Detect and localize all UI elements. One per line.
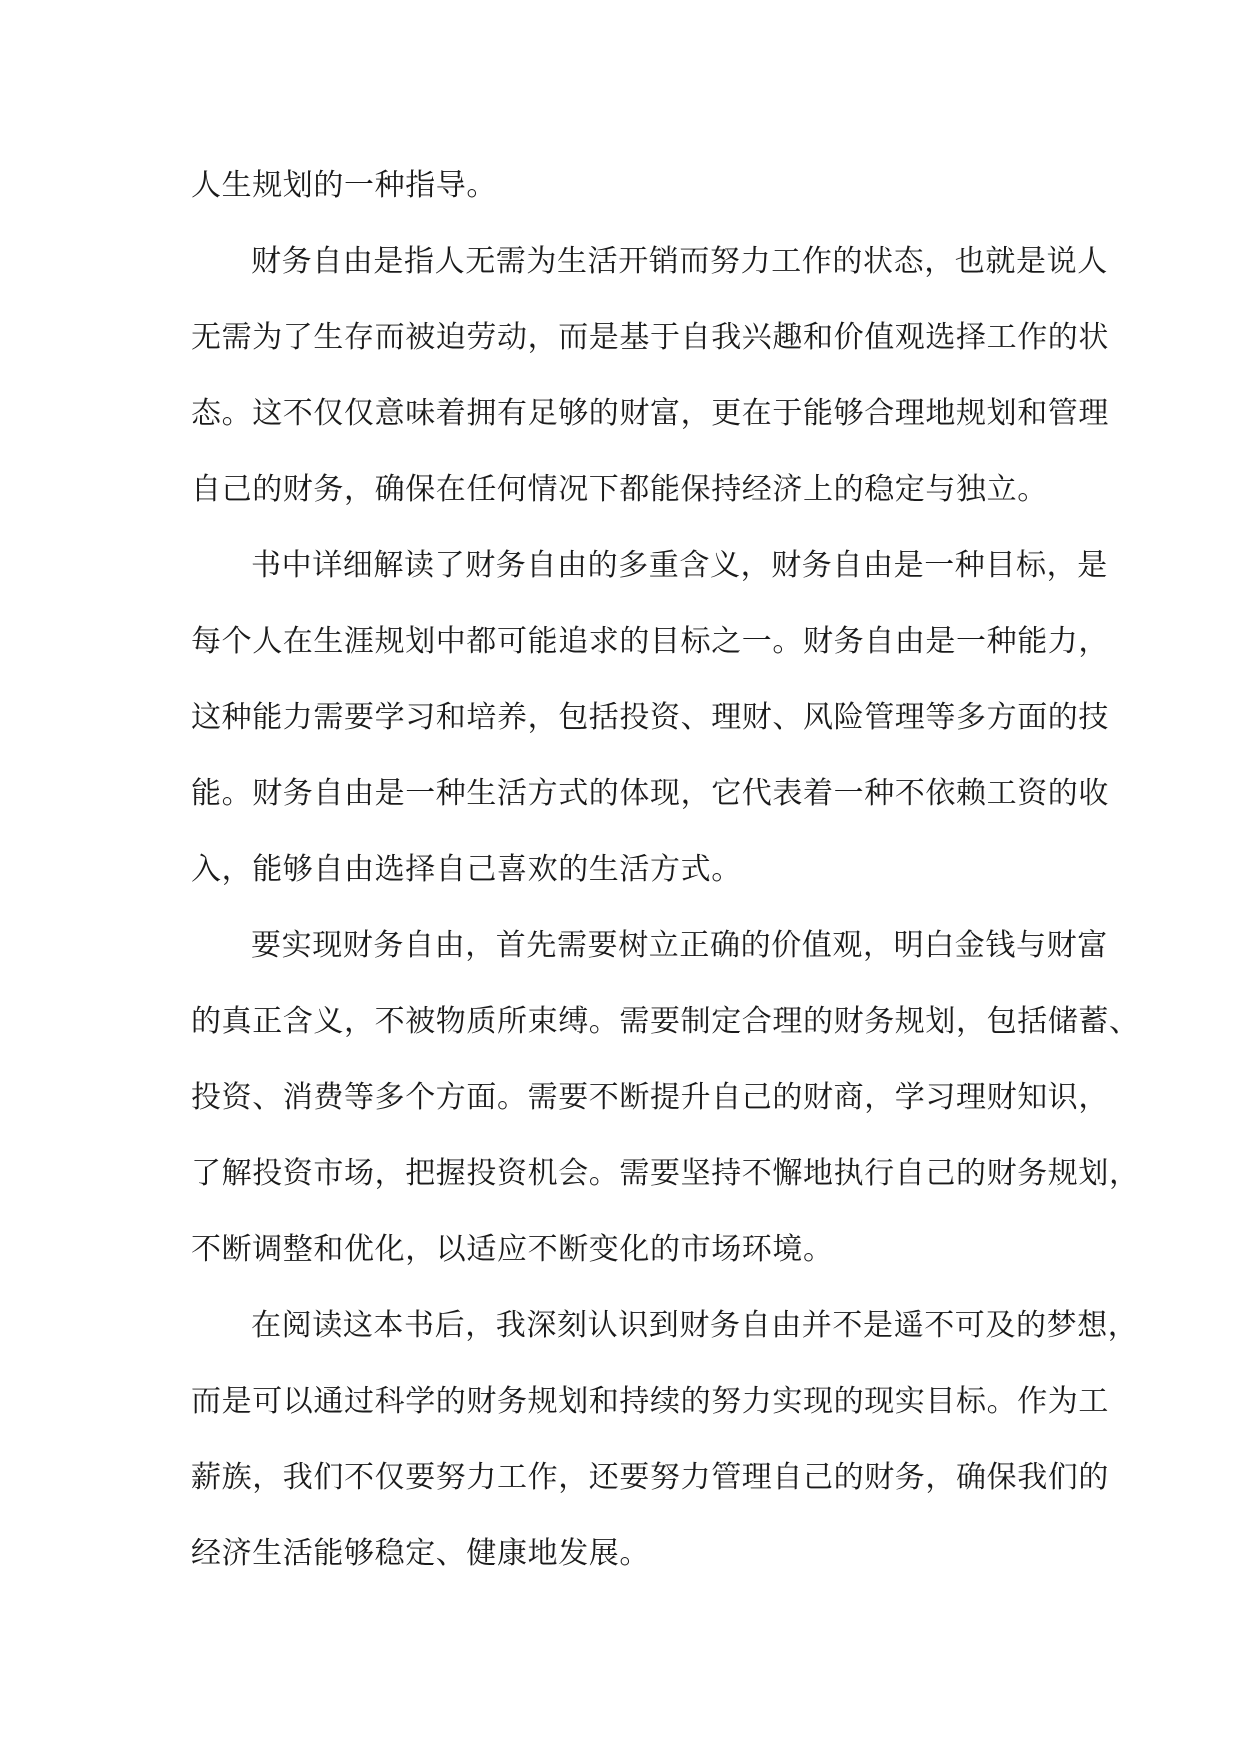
text-line: 入，能够自由选择自己喜欢的生活方式。 xyxy=(191,852,742,887)
text-line: 投资、消费等多个方面。需要不断提升自己的财商，学习理财知识， xyxy=(191,1080,1109,1115)
text-line: 薪族，我们不仅要努力工作，还要努力管理自己的财务，确保我们的 xyxy=(191,1460,1109,1495)
text-line: 不断调整和优化，以适应不断变化的市场环境。 xyxy=(191,1232,834,1267)
text-line: 在阅读这本书后，我深刻认识到财务自由并不是遥不可及的梦想， xyxy=(251,1308,1139,1343)
text-line: 的真正含义，不被物质所束缚。需要制定合理的财务规划，包括储蓄、 xyxy=(191,1004,1140,1039)
text-line: 这种能力需要学习和培养，包括投资、理财、风险管理等多方面的技 xyxy=(191,700,1109,735)
text-line: 而是可以通过科学的财务规划和持续的努力实现的现实目标。作为工 xyxy=(191,1384,1109,1419)
text-line: 经济生活能够稳定、健康地发展。 xyxy=(191,1536,650,1571)
paragraph xyxy=(191,1288,1139,1592)
document-body xyxy=(191,148,1140,1592)
text-line: 态。这不仅仅意味着拥有足够的财富，更在于能够合理地规划和管理 xyxy=(191,396,1109,431)
paragraph xyxy=(191,224,1109,528)
text-line: 书中详细解读了财务自由的多重含义，财务自由是一种目标，是 xyxy=(251,548,1108,583)
text-line: 要实现财务自由，首先需要树立正确的价值观，明白金钱与财富 xyxy=(251,928,1108,963)
text-line: 了解投资市场，把握投资机会。需要坚持不懈地执行自己的财务规划， xyxy=(191,1156,1140,1191)
text-line: 人生规划的一种指导。 xyxy=(191,168,497,203)
paragraph xyxy=(191,908,1140,1288)
text-line: 财务自由是指人无需为生活开销而努力工作的状态，也就是说人 xyxy=(251,244,1108,279)
text-line: 无需为了生存而被迫劳动，而是基于自我兴趣和价值观选择工作的状 xyxy=(191,320,1109,355)
paragraph xyxy=(191,528,1109,908)
paragraph xyxy=(191,148,1051,224)
text-line: 自己的财务，确保在任何情况下都能保持经济上的稳定与独立。 xyxy=(191,472,1048,507)
text-line: 能。财务自由是一种生活方式的体现，它代表着一种不依赖工资的收 xyxy=(191,776,1109,811)
text-line: 每个人在生涯规划中都可能追求的目标之一。财务自由是一种能力， xyxy=(191,624,1109,659)
